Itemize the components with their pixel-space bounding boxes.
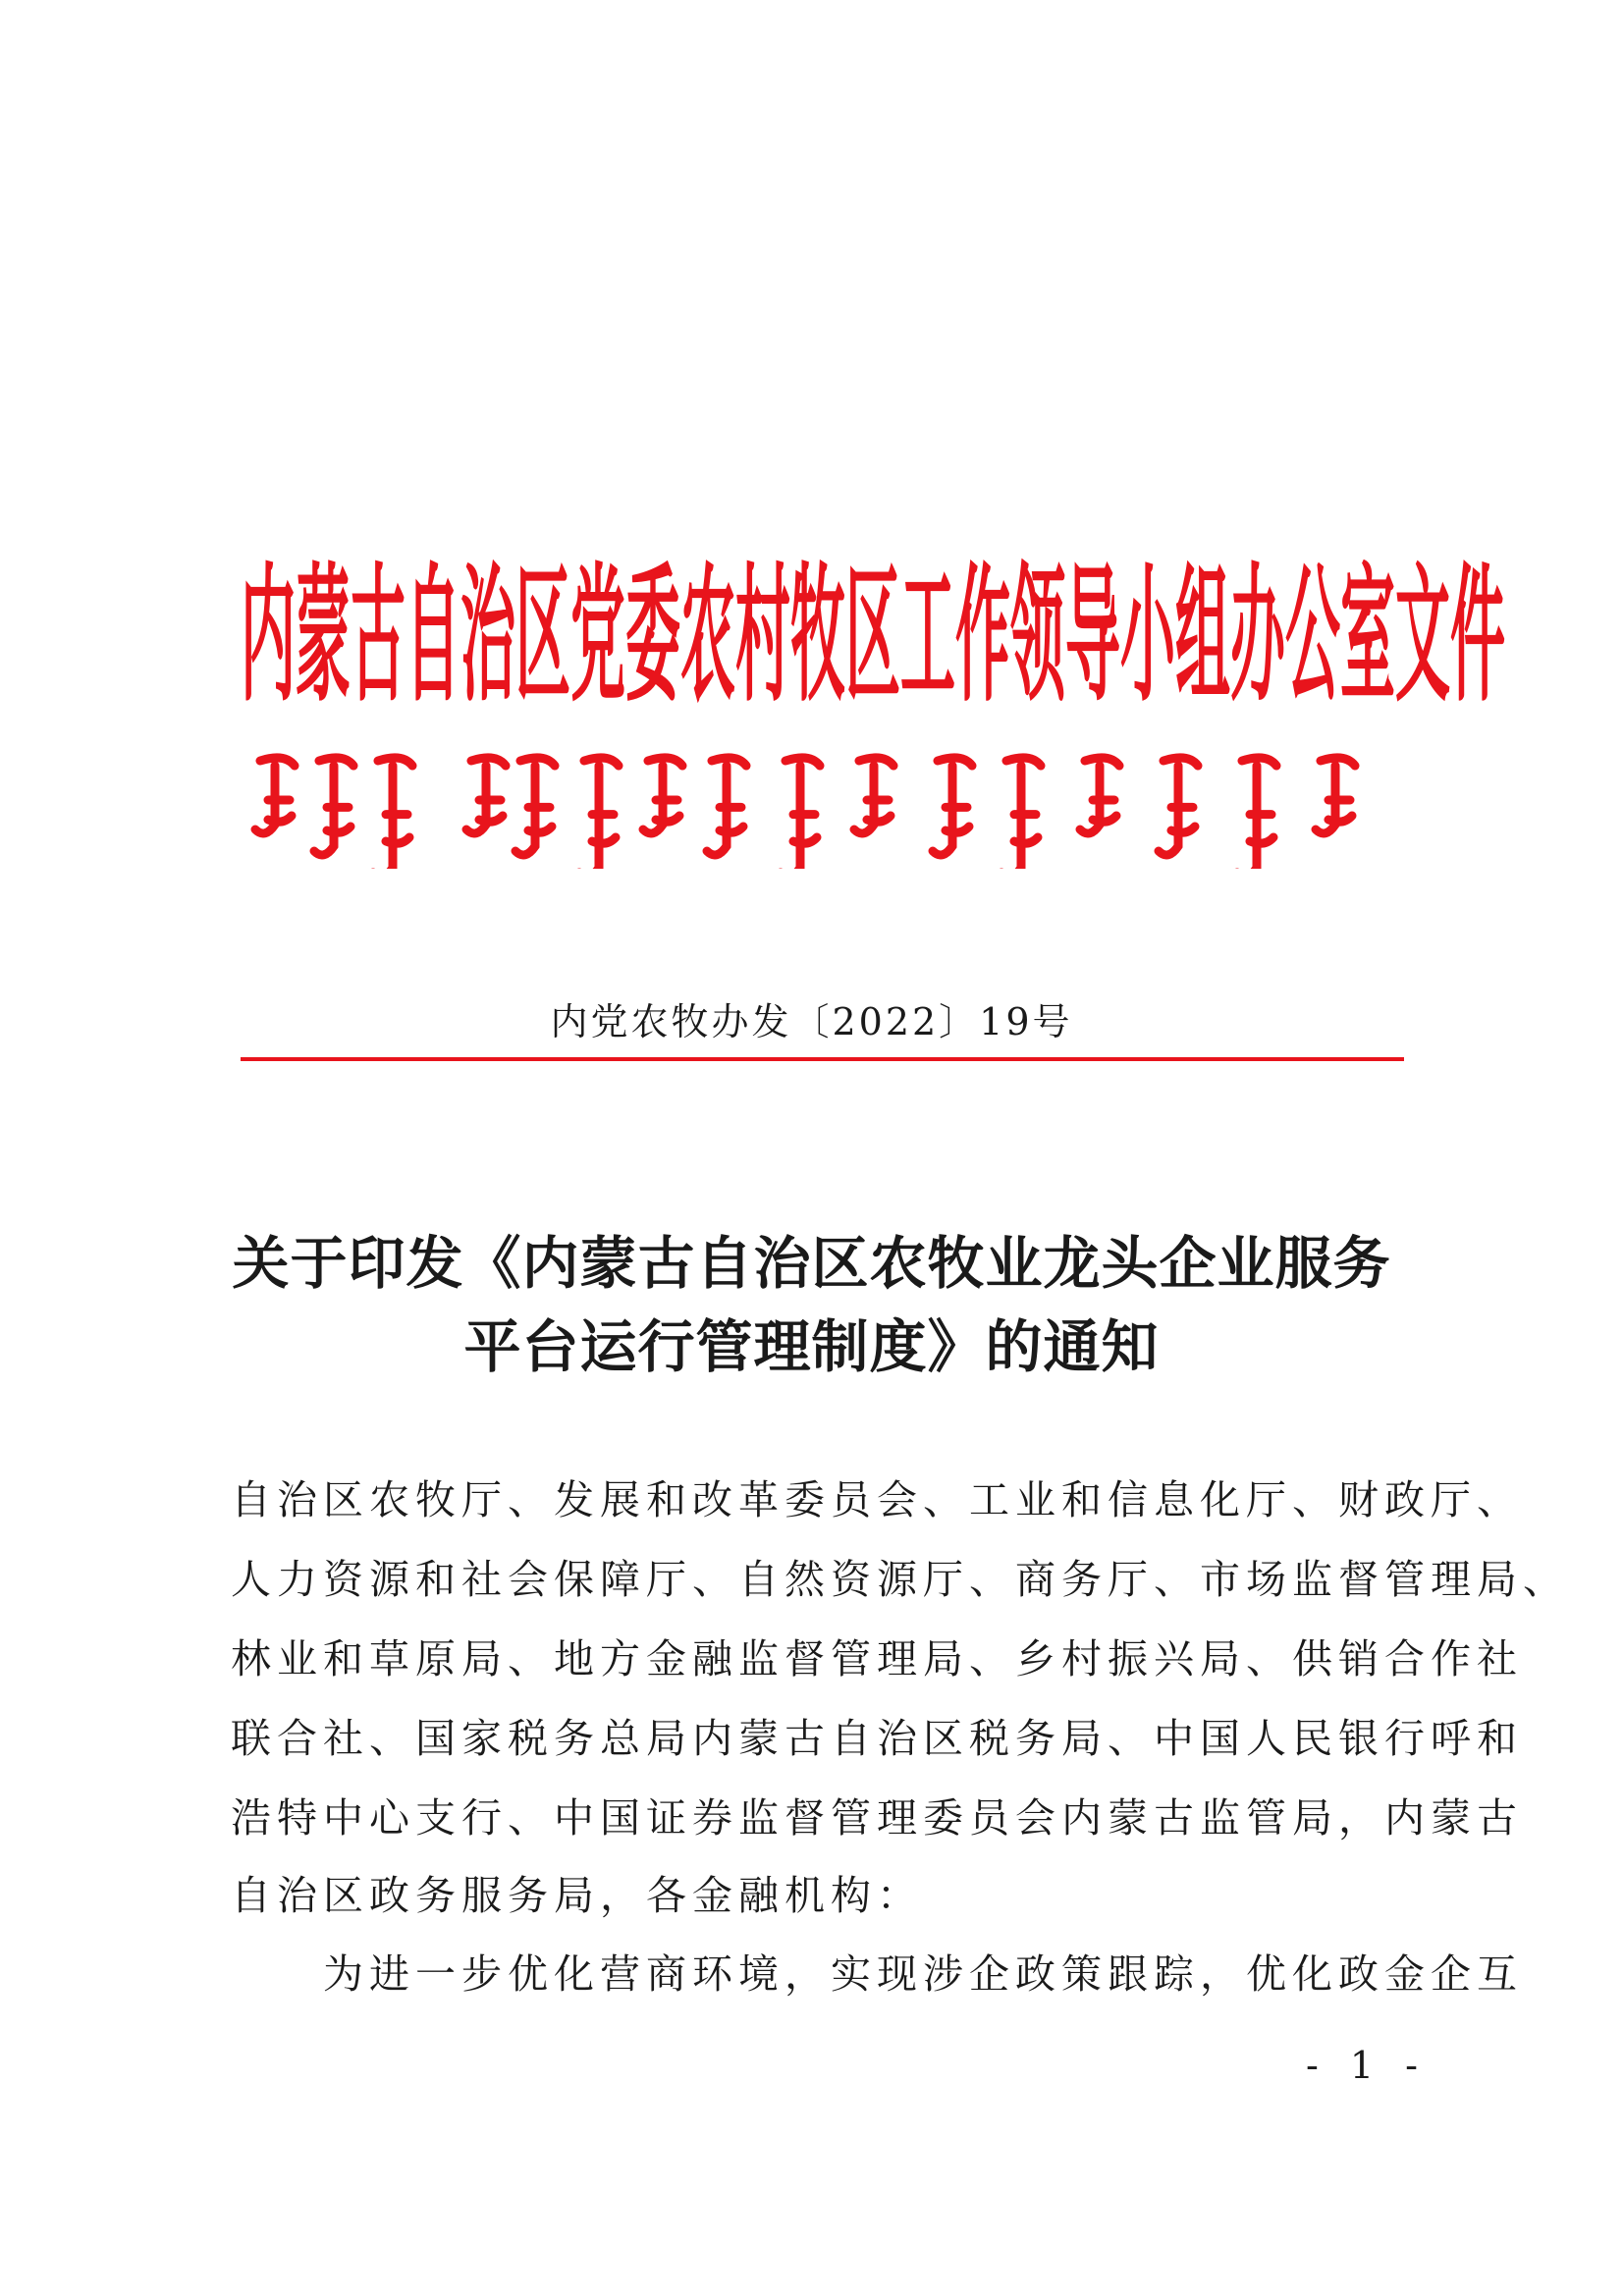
mongolian-glyph: [1001, 758, 1041, 869]
mongolian-glyph: [373, 758, 412, 869]
mongolian-glyph: [466, 758, 506, 833]
mongolian-glyph: [854, 758, 893, 833]
body-line: 林业和草原局、地方金融监督管理局、乡村振兴局、供销合作社: [231, 1635, 1523, 1682]
body-line: 自治区政务服务局，各金融机构：: [231, 1872, 923, 1919]
mongolian-glyph: [781, 758, 820, 869]
mongolian-glyph: [314, 758, 353, 855]
mongolian-glyph: [1080, 758, 1119, 833]
body-line: 为进一步优化营商环境，实现涉企政策跟踪，优化政金企互: [231, 1950, 1523, 1998]
body-line: 联合社、国家税务总局内蒙古自治区税务局、中国人民银行呼和: [231, 1715, 1523, 1762]
mongolian-glyph: [255, 758, 295, 833]
mongolian-glyph: [707, 758, 746, 855]
notice-title-line-2: 平台运行管理制度》的通知: [463, 1313, 1160, 1380]
mongolian-glyph: [1316, 758, 1355, 833]
mongolian-glyph: [579, 758, 619, 869]
mongolian-glyph: [643, 758, 682, 833]
body-line: 浩特中心支行、中国证券监督管理委员会内蒙古监管局，内蒙古: [231, 1794, 1523, 1842]
red-divider-line: [241, 1057, 1404, 1061]
page-number: - 1 -: [1306, 2044, 1429, 2087]
body-line: 人力资源和社会保障厅、自然资源厅、商务厅、市场监督管理局、: [231, 1556, 1569, 1603]
mongolian-glyph: [515, 758, 555, 855]
mongolian-script-title: [250, 746, 1399, 869]
mongolian-glyph: [1237, 758, 1276, 869]
issuing-organization-title: 内蒙古自治区党委农村牧区工作领导小组办公室文件: [241, 551, 1505, 724]
document-number: 内党农牧办发〔2022〕19号: [550, 1000, 1073, 1043]
notice-title-line-1: 关于印发《内蒙古自治区农牧业龙头企业服务: [232, 1230, 1391, 1297]
mongolian-glyph: [1159, 758, 1198, 855]
mongolian-glyph: [933, 758, 972, 855]
body-line: 自治区农牧厅、发展和改革委员会、工业和信息化厅、财政厅、: [231, 1476, 1523, 1523]
